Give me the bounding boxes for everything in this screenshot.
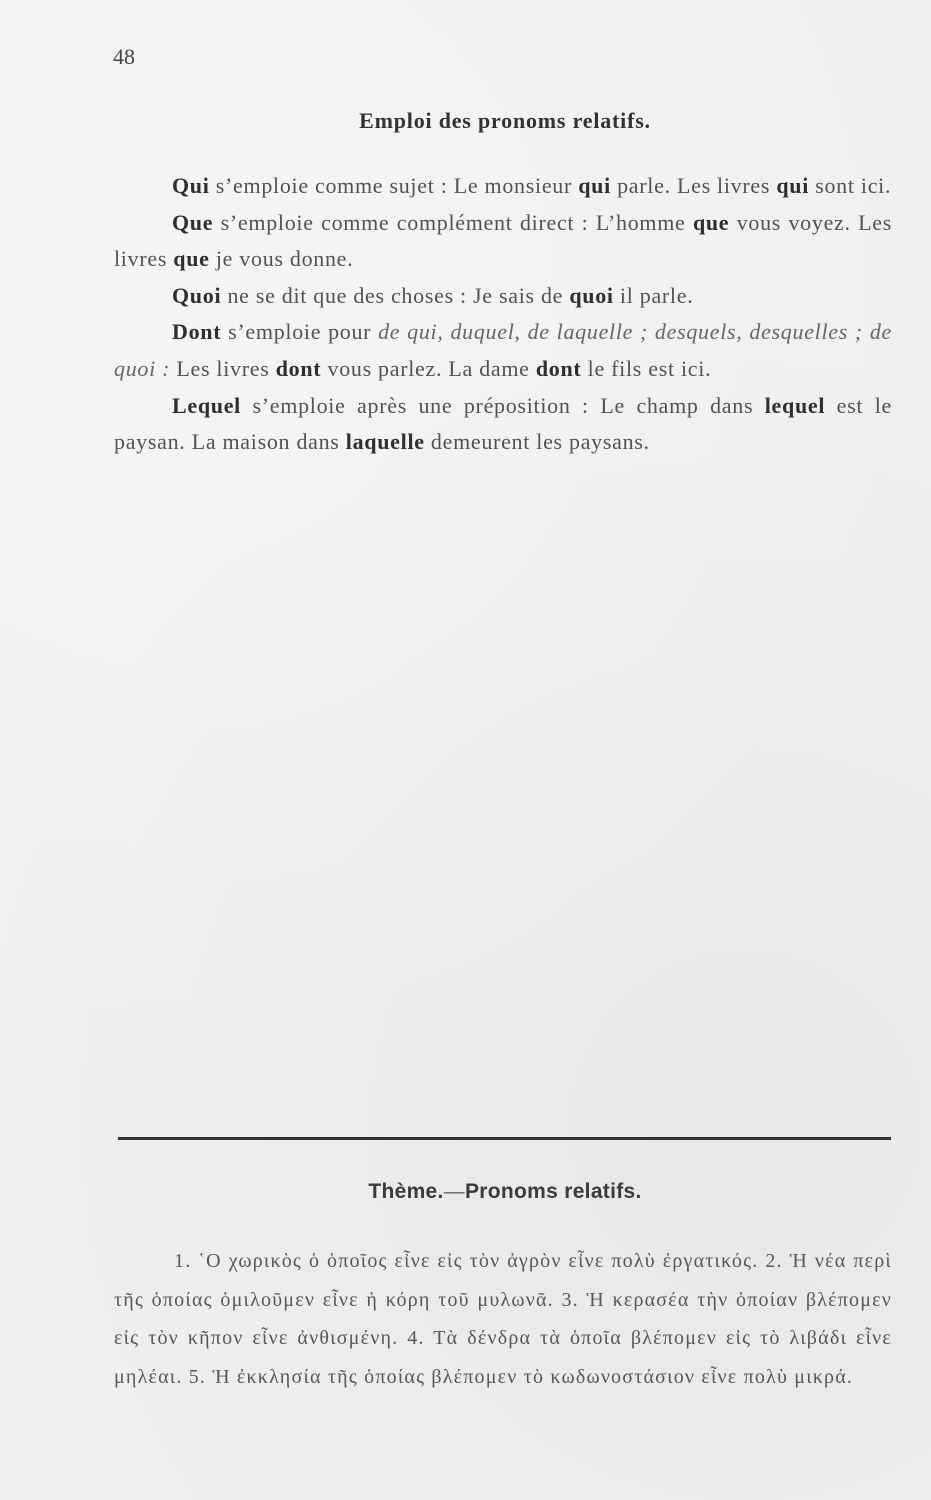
keyword-quoi: Quoi xyxy=(172,282,222,308)
text-fragment: sont ici. xyxy=(809,173,892,198)
text-fragment: Les livres xyxy=(170,355,276,381)
text-fragment: je vous donne. xyxy=(209,246,354,272)
section-title: Emploi des pronoms relatifs. xyxy=(359,108,651,133)
text-fragment: demeurent les paysans. xyxy=(424,429,650,455)
text-fragment: s’emploie pour xyxy=(221,319,379,345)
theme-label: Thème. xyxy=(368,1180,444,1203)
grammar-text xyxy=(114,168,892,461)
theme-title xyxy=(115,1180,895,1204)
text-fragment: parle. Les livres xyxy=(610,173,777,198)
paragraph-quoi xyxy=(114,278,892,315)
greek-exercise xyxy=(114,1242,892,1396)
keyword-qui: Qui xyxy=(172,173,210,198)
keyword-dont-example: dont xyxy=(535,355,582,381)
keyword-quoi-example: quoi xyxy=(569,282,614,308)
page-number: 48 xyxy=(113,44,135,69)
text-fragment: s’emploie après une préposition : Le champ dans xyxy=(241,392,765,418)
paragraph-dont xyxy=(114,314,892,387)
text-fragment: vous voyez. Les livres xyxy=(114,209,892,272)
theme-heading: Pronoms relatifs. xyxy=(464,1180,642,1203)
keyword-que: Que xyxy=(172,209,214,235)
keyword-qui-example: qui xyxy=(578,173,611,198)
keyword-que-example: que xyxy=(173,246,210,272)
paragraph-qui xyxy=(114,168,892,205)
keyword-laquelle-example: laquelle xyxy=(345,429,425,455)
text-fragment: il parle. xyxy=(613,282,694,308)
text-fragment: le fils est ici. xyxy=(581,355,712,381)
keyword-lequel: Lequel xyxy=(172,392,241,418)
keyword-que-example: que xyxy=(692,209,730,235)
text-fragment: s’emploie comme sujet : Le monsieur xyxy=(209,173,579,198)
paragraph-que xyxy=(114,205,892,278)
text-fragment: ne se dit que des choses : Je sais de xyxy=(221,282,570,308)
text-fragment: s’emploie comme complément direct : L’homme xyxy=(213,209,693,235)
section-divider xyxy=(118,1137,891,1140)
keyword-dont: Dont xyxy=(172,319,222,345)
text-fragment: vous parlez. La dame xyxy=(321,355,536,381)
theme-dash: — xyxy=(443,1180,465,1203)
keyword-dont-example: dont xyxy=(275,355,322,381)
text-fragment: est le paysan. La maison dans xyxy=(114,392,892,455)
greek-exercise-text: 1. ῾Ο χωρικὸς ὁ ὁποῖος εἶνε εἰς τὸν ἀγρὸν εἶνε πολὺ ἐργατικός. 2. Ἡ νέα περὶ τῆς ὁποίας ὁμιλοῦμεν εἶνε ἡ κόρη τοῦ μυλωνᾶ. 3. Ἡ κερασέα τὴν ὁποίαν βλέπομεν εἰς τὸν κῆπον εἶνε ἀνθισμένη. 4. Τὰ δένδρα τὰ ὁποῖα βλέπομεν εἰς τὸ λιβάδι εἶνε μηλέαι. 5. Ἡ ἐκκλησία τῆς ὁποίας βλέπομεν τὸ κωδωνοστάσιον εἶνε πολὺ μικρά. xyxy=(114,1250,892,1388)
keyword-lequel-example: lequel xyxy=(764,392,826,418)
italic-equivalents: de qui, duquel, de laquelle ; desquels, desquelles ; de quoi : xyxy=(114,319,892,381)
keyword-qui-example: qui xyxy=(776,173,810,198)
paragraph-lequel xyxy=(114,388,892,461)
